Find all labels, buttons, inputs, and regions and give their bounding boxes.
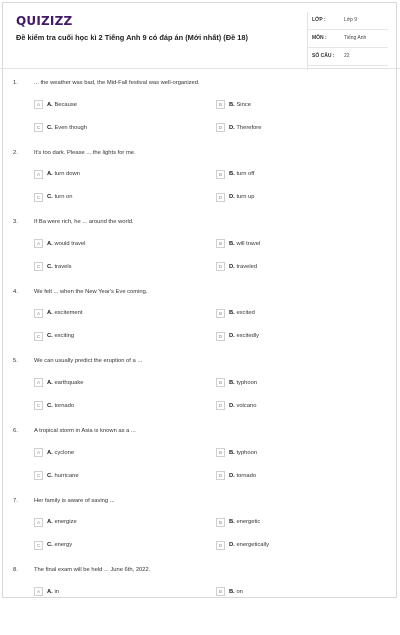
meta-row-class [308, 12, 388, 30]
option-letter-box: A [34, 309, 43, 318]
option-letter-box: C [34, 471, 43, 480]
option-text: excited [236, 310, 255, 317]
option-letter-box: A [34, 239, 43, 248]
option-prefix: B. [229, 310, 235, 317]
meta-box [307, 12, 388, 70]
option-prefix: A. [47, 171, 53, 178]
meta-key: LỚP : [312, 17, 326, 23]
question-text: We felt ... when the New Year's Eve coming. [34, 288, 148, 295]
option-letter-box: C [34, 193, 43, 202]
question-text: If Ba were rich, he ... around the world. [34, 219, 134, 226]
option-letter-box: A [34, 378, 43, 387]
option-prefix: B. [229, 240, 235, 247]
option-label [47, 473, 79, 479]
option-text: energize [54, 519, 77, 526]
option-label [229, 333, 259, 339]
option-prefix: C. [47, 263, 53, 270]
option-text: cyclone [54, 449, 75, 456]
question-2 [0, 150, 400, 218]
option-prefix: A. [47, 519, 53, 526]
question-1 [0, 80, 400, 148]
option-prefix: A. [47, 101, 53, 108]
option-label [47, 542, 72, 548]
option-label [47, 102, 77, 108]
meta-row-subject [308, 30, 388, 48]
option-label [229, 519, 260, 525]
option-label [47, 310, 82, 316]
option-letter-box: B [216, 100, 225, 109]
option-letter-box: D [216, 541, 225, 550]
meta-value: Tiếng Anh [344, 35, 367, 41]
option-prefix: A. [47, 310, 53, 317]
question-text: ... the weather was bad, the Mid-Fall festival was well-organized. [34, 80, 200, 86]
meta-value: Lớp 9 [344, 17, 358, 23]
option-label [47, 333, 74, 339]
option-prefix: C. [47, 402, 53, 409]
question-text: The final exam will be held ... June 6th, 2022. [34, 567, 151, 574]
option-label [47, 125, 87, 131]
option-letter-box: D [216, 193, 225, 202]
option-letter-box: B [216, 170, 225, 179]
question-6 [0, 428, 400, 496]
option-letter-box: A [34, 100, 43, 109]
option-label [47, 403, 74, 409]
meta-key: MÔN : [312, 35, 327, 41]
option-prefix: B. [229, 588, 235, 595]
option-text: exciting [54, 333, 75, 340]
option-prefix: B. [229, 449, 235, 456]
option-label [47, 519, 77, 525]
option-letter-box: C [34, 401, 43, 410]
option-label [229, 542, 269, 548]
option-text: Since [236, 101, 251, 108]
option-text: turn down [54, 171, 80, 178]
meta-row-question-count [308, 48, 388, 66]
question-text: Her family is aware of saving ... [34, 497, 115, 504]
option-label [229, 194, 255, 200]
option-text: excitedly [236, 333, 259, 340]
option-prefix: C. [47, 124, 53, 131]
option-prefix: B. [229, 171, 235, 178]
question-number: 8. [13, 567, 18, 574]
option-text: turn up [236, 194, 255, 201]
option-prefix: C. [47, 472, 53, 479]
document-title: Đề kiểm tra cuối học kì 2 Tiếng Anh 9 có đáp án (Mới nhất) (Đề 18) [16, 33, 248, 42]
header [10, 10, 390, 68]
option-text: energy [54, 542, 73, 549]
option-prefix: C. [47, 542, 53, 549]
option-text: traveled [236, 263, 258, 270]
option-prefix: D. [229, 542, 235, 549]
question-text: A tropical storm in Asia is known as a ... [34, 428, 136, 434]
meta-key: SỐ CÂU : [312, 53, 335, 59]
option-label [229, 473, 256, 479]
meta-value: 22 [344, 53, 350, 59]
option-label [229, 264, 257, 270]
option-text: will travel [236, 240, 261, 247]
option-label [229, 102, 251, 108]
option-letter-box: B [216, 378, 225, 387]
question-number: 7. [13, 497, 18, 504]
option-label [229, 310, 255, 316]
option-label [229, 403, 256, 409]
option-letter-box: C [34, 123, 43, 132]
option-letter-box: D [216, 332, 225, 341]
option-letter-box: A [34, 170, 43, 179]
option-letter-box: C [34, 541, 43, 550]
option-text: turn off [236, 171, 255, 178]
option-prefix: A. [47, 240, 53, 247]
option-text: volcano [236, 402, 257, 409]
option-text: earthquake [54, 379, 84, 386]
option-label [47, 450, 74, 456]
option-letter-box: B [216, 587, 225, 596]
option-letter-box: D [216, 401, 225, 410]
question-4 [0, 289, 400, 357]
option-label [229, 171, 254, 177]
option-text: Even though [54, 124, 87, 131]
option-text: energetically [236, 542, 269, 549]
option-text: typhoon [236, 379, 258, 386]
option-prefix: B. [229, 101, 235, 108]
option-letter-box: C [34, 332, 43, 341]
question-number: 6. [13, 428, 18, 434]
option-prefix: D. [229, 402, 235, 409]
option-prefix: C. [47, 333, 53, 340]
option-text: would travel [54, 240, 86, 247]
question-7 [0, 498, 400, 566]
quizizz-logo: QUIZIZZ [16, 14, 73, 28]
option-text: hurricane [54, 472, 79, 479]
option-label [47, 171, 80, 177]
question-text: We can usually predict the eruption of a ... [34, 358, 143, 365]
option-prefix: D. [229, 263, 235, 270]
option-text: energetic [236, 519, 261, 526]
option-prefix: D. [229, 124, 235, 131]
option-prefix: A. [47, 379, 53, 386]
question-number: 1. [13, 80, 18, 86]
option-prefix: B. [229, 379, 235, 386]
option-prefix: D. [229, 333, 235, 340]
option-text: tornado [236, 472, 257, 479]
option-text: turn on [54, 194, 73, 201]
option-prefix: D. [229, 472, 235, 479]
question-number: 2. [13, 149, 18, 156]
option-letter-box: D [216, 262, 225, 271]
option-letter-box: D [216, 123, 225, 132]
option-prefix: C. [47, 194, 53, 201]
header-divider [0, 68, 400, 69]
question-number: 3. [13, 219, 18, 226]
option-letter-box: C [34, 262, 43, 271]
question-8 [0, 567, 400, 635]
option-label [229, 380, 257, 386]
option-label [47, 241, 85, 247]
question-5 [0, 358, 400, 426]
option-letter-box: B [216, 239, 225, 248]
option-label [229, 450, 257, 456]
option-text: Because [54, 101, 77, 108]
option-letter-box: D [216, 471, 225, 480]
option-label [229, 589, 243, 595]
option-label [47, 589, 59, 595]
option-letter-box: A [34, 518, 43, 527]
option-letter-box: B [216, 309, 225, 318]
option-prefix: D. [229, 194, 235, 201]
question-number: 4. [13, 288, 18, 295]
question-3 [0, 219, 400, 287]
option-text: in [54, 588, 59, 595]
option-text: excitement [54, 310, 83, 317]
question-number: 5. [13, 358, 18, 365]
option-label [47, 264, 72, 270]
option-label [229, 241, 260, 247]
option-text: travels [54, 263, 72, 270]
option-prefix: A. [47, 588, 53, 595]
option-label [47, 194, 73, 200]
option-letter-box: B [216, 448, 225, 457]
option-label [47, 380, 83, 386]
option-prefix: A. [47, 449, 53, 456]
option-prefix: B. [229, 519, 235, 526]
option-text: typhoon [236, 449, 258, 456]
option-letter-box: B [216, 518, 225, 527]
option-text: on [236, 588, 243, 595]
option-letter-box: A [34, 587, 43, 596]
option-label [229, 125, 261, 131]
option-text: Therefore [236, 124, 262, 131]
option-letter-box: A [34, 448, 43, 457]
option-text: tornado [54, 402, 75, 409]
question-text: It's too dark. Please ... the lights for me. [34, 149, 136, 156]
